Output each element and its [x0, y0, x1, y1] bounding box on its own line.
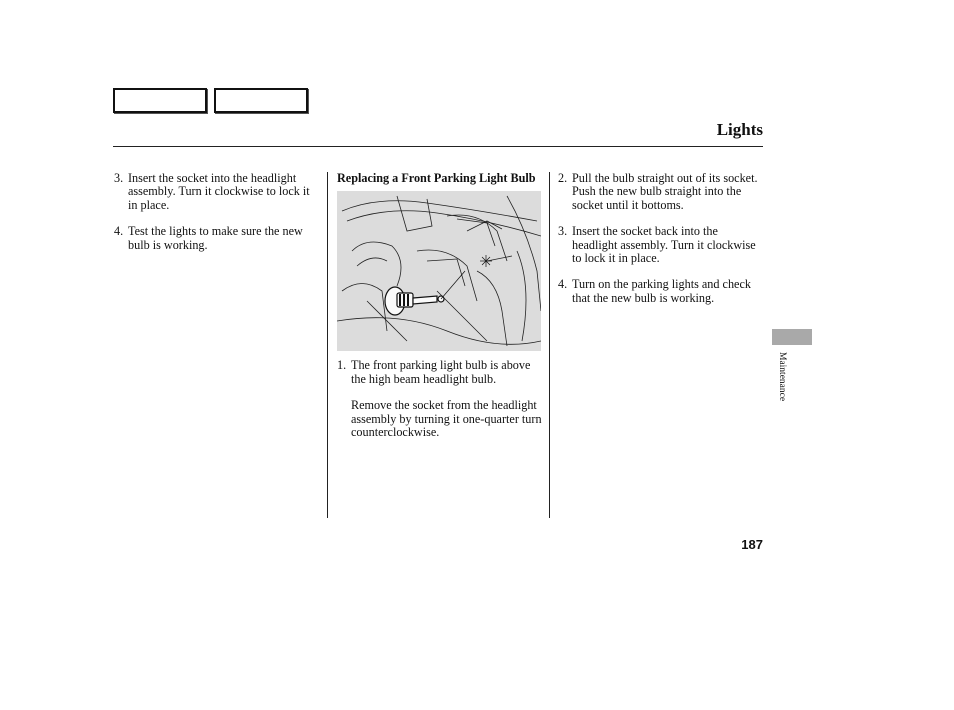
step-text: Test the lights to make sure the new bulb is working. — [128, 224, 303, 252]
step-item — [558, 172, 764, 212]
step-item — [337, 359, 545, 439]
column-divider — [327, 172, 328, 518]
step-text: Insert the socket into the headlight assembly. Turn it clockwise to lock it in place. — [128, 171, 310, 212]
engine-bay-illustration — [337, 191, 541, 351]
step-item — [558, 278, 764, 305]
column-left — [114, 172, 314, 265]
section-tab[interactable] — [772, 329, 812, 345]
step-text: Insert the socket back into the headlight assembly. Turn it clockwise to lock it in place. — [572, 224, 756, 266]
step-item — [558, 225, 764, 265]
step-number: 4. — [114, 224, 124, 239]
step-text-continued: Remove the socket from the headlight assembly by turning it one-quarter turn counterclockwise. — [351, 398, 542, 440]
step-number: 3. — [114, 171, 124, 185]
step-number: 4. — [558, 277, 568, 292]
column-divider — [549, 172, 550, 518]
step-number: 2. — [558, 171, 568, 185]
nav-button-next[interactable] — [214, 88, 308, 113]
page-title: Lights — [716, 120, 763, 139]
section-heading: Replacing a Front Parking Light Bulb — [337, 171, 536, 185]
step-number: 1. — [337, 358, 347, 373]
step-item — [114, 172, 314, 212]
column-middle — [337, 172, 545, 452]
step-text: Pull the bulb straight out of its socket. Push the new bulb straight into the socket until it bottoms. — [572, 171, 758, 212]
step-text: The front parking light bulb is above the high beam headlight bulb. — [351, 358, 531, 386]
nav-button-previous[interactable] — [113, 88, 207, 113]
page-number: 187 — [741, 537, 763, 552]
step-number: 3. — [558, 224, 568, 239]
step-item — [114, 225, 314, 252]
step-text: Turn on the parking lights and check that the new bulb is working. — [572, 277, 751, 305]
column-right — [558, 172, 764, 318]
header-rule — [113, 146, 763, 147]
section-tab-label: Maintenance — [777, 352, 787, 402]
